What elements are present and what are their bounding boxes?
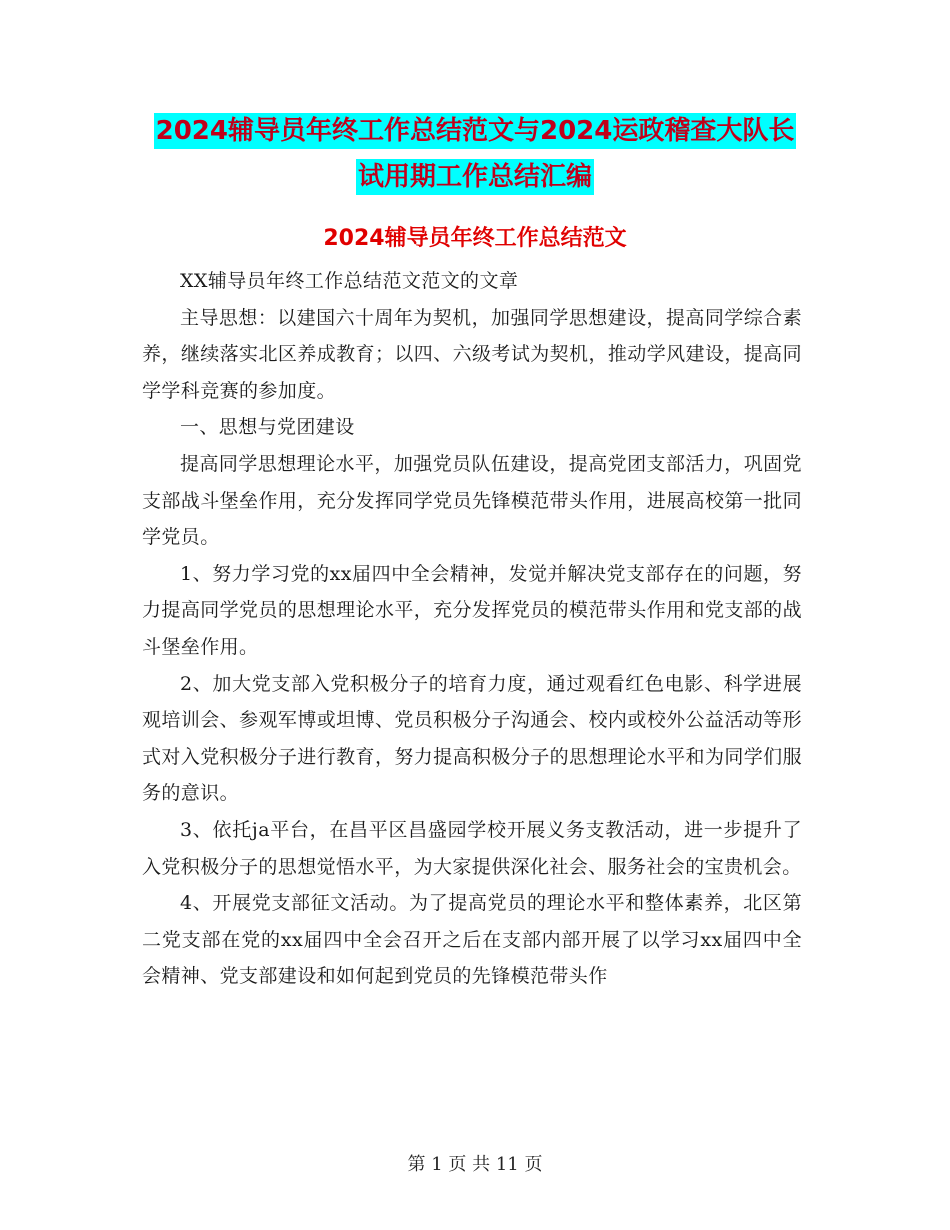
paragraph: XX辅导员年终工作总结范文范文的文章: [180, 270, 519, 292]
paragraph: 提高同学思想理论水平，加强党员队伍建设，提高党团支部活力，巩固党支部战斗堡垒作用，充分发挥同学党员先锋模范带头作用，进展高校第一批同学党员。: [142, 452, 802, 549]
paragraph: 4、开展党支部征文活动。为了提高党员的理论水平和整体素养，北区第二党支部在党的xx届四中全会召开之后在支部内部开展了以学习xx届四中全会精神、党支部建设和如何起到党员的先锋模范带头作: [142, 892, 802, 988]
section-title: 2024辅导员年终工作总结范文: [323, 226, 627, 251]
paragraph: 一、思想与党团建设: [180, 416, 355, 439]
paragraph: 1、努力学习党的xx届四中全会精神，发觉并解决党支部存在的问题，努力提高同学党员的思想理论水平，充分发挥党员的模范带头作用和党支部的战斗堡垒作用。: [142, 562, 802, 658]
document-title-line-2: [0, 153, 950, 201]
document-title-text-2: 试用期工作总结汇编: [356, 159, 594, 195]
page-footer: 第 1 页 共 11 页: [407, 1154, 543, 1175]
paragraph: 主导思想：以建国六十周年为契机，加强同学思想建设，提高同学综合素养，继续落实北区养成教育；以四、六级考试为契机，推动学风建设，提高同学学科竞赛的参加度。: [142, 306, 802, 402]
paragraph: 3、依托ja平台，在昌平区昌盛园学校开展义务支教活动，进一步提升了入党积极分子的思想觉悟水平，为大家提供深化社会、服务社会的宝贵机会。: [142, 818, 802, 878]
document-title-line-1: [0, 107, 950, 155]
document-title-text-1: 2024辅导员年终工作总结范文与2024运政稽查大队长: [154, 113, 797, 149]
paragraph: 2、加大党支部入党积极分子的培育力度，通过观看红色电影、科学进展观培训会、参观军博或坦博、党员积极分子沟通会、校内或校外公益活动等形式对入党积极分子进行教育，努力提高积极分子的思想理论水平和为同学们服务的意识。: [142, 672, 802, 805]
document-body: [142, 263, 802, 995]
